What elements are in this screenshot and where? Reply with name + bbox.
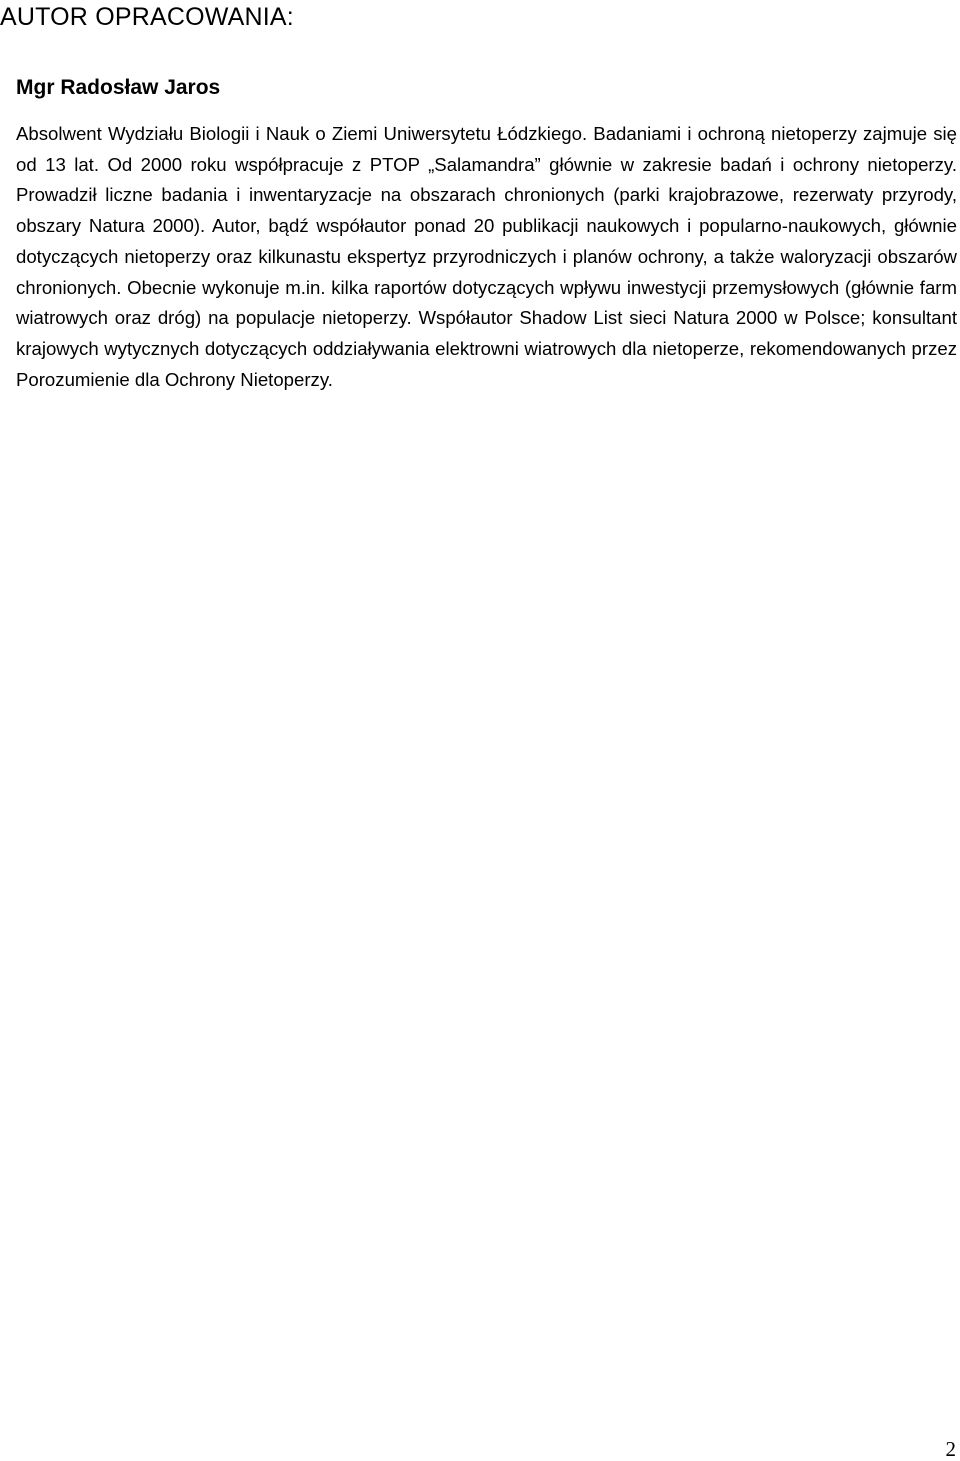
author-name: Mgr Radosław Jaros xyxy=(16,76,221,99)
section-heading: AUTOR OPRACOWANIA: xyxy=(0,3,294,31)
author-bio-paragraph: Absolwent Wydziału Biologii i Nauk o Ziemi Uniwersytetu Łódzkiego. Badaniami i ochroną nietoperzy zajmuje się od 13 lat. Od 2000 roku współpracuje z PTOP „Salamandra” głównie w zakresie badań i ochrony nietoperzy. Prowadził liczne badania i inwentaryzacje na obszarach chronionych (parki krajobrazowe, rezerwaty przyrody, obszary Natura 2000). Autor, bądź współautor ponad 20 publikacji naukowych i popularno-naukowych, głównie dotyczących nietoperzy oraz kilkunastu ekspertyz przyrodniczych i planów ochrony, a także waloryzacji obszarów chronionych. Obecnie wykonuje m.in. kilka raportów dotyczących wpływu inwestycji przemysłowych (głównie farm wiatrowych oraz dróg) na populacje nietoperzy. Współautor Shadow List sieci Natura 2000 w Polsce; konsultant krajowych wytycznych dotyczących oddziaływania elektrowni wiatrowych dla nietoperze, rekomendowanych przez Porozumienie dla Ochrony Nietoperzy. xyxy=(16,123,957,390)
page-number: 2 xyxy=(945,1437,956,1461)
